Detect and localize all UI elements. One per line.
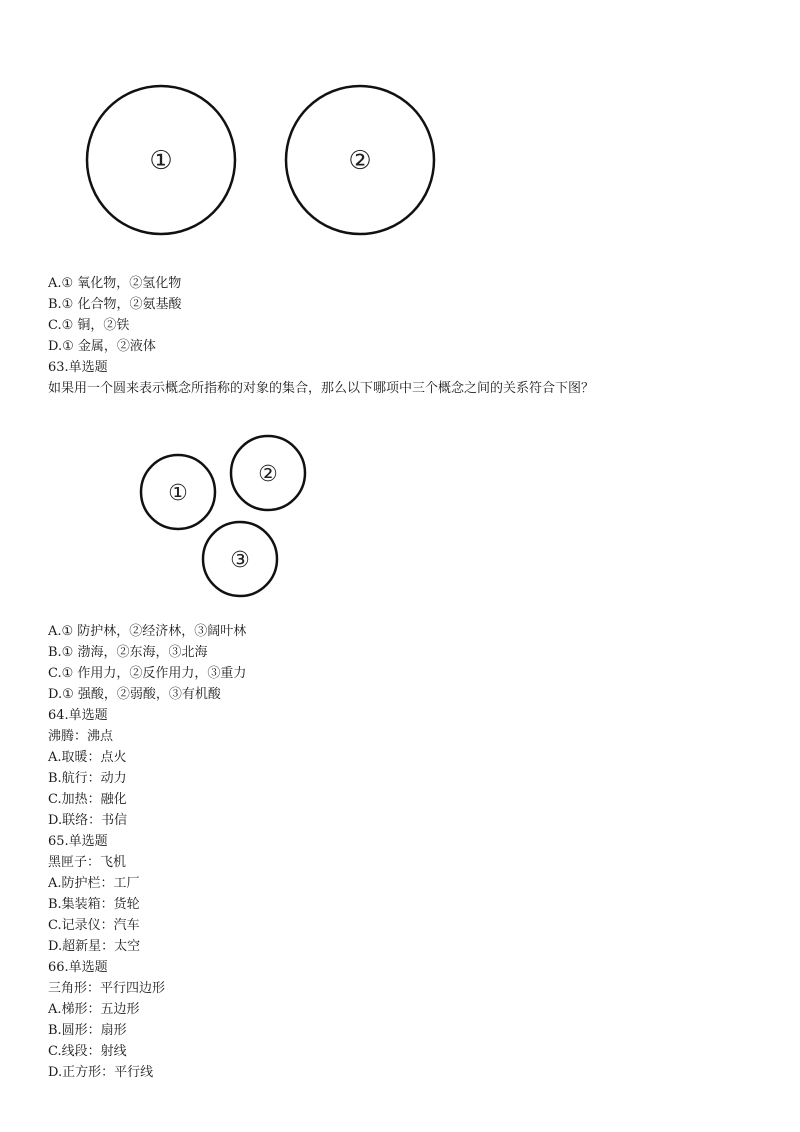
q65-option-c: C.记录仪：汽车 <box>48 918 140 933</box>
q62-option-d: D.① 金属，②液体 <box>48 339 156 354</box>
q64-option-c: C.加热：融化 <box>48 792 127 807</box>
q65-header: 65.单选题 <box>48 834 108 849</box>
q64-option-d: D.联络：书信 <box>48 813 128 828</box>
q66-option-d: D.正方形：平行线 <box>48 1065 154 1080</box>
q64-option-a: A.取暖：点火 <box>48 750 127 765</box>
circle-3-label: ③ <box>230 548 250 573</box>
q64-header: 64.单选题 <box>48 708 108 723</box>
figure-two-circles <box>87 86 434 234</box>
q62-option-a: A.① 氧化物，②氢化物 <box>48 276 182 291</box>
figure-three-circles <box>141 436 305 596</box>
q63-option-b: B.① 渤海，②东海，③北海 <box>48 645 208 660</box>
circle-2-label: ② <box>258 462 278 487</box>
q65-option-b: B.集装箱：货轮 <box>48 897 140 912</box>
q64-stem: 沸腾：沸点 <box>48 729 114 744</box>
q66-header: 66.单选题 <box>48 960 108 975</box>
q63-stem: 如果用一个圆来表示概念所指称的对象的集合，那么以下哪项中三个概念之间的关系符合下图？ <box>48 381 595 396</box>
circle-2-label: ② <box>348 146 372 176</box>
q62-option-c: C.① 铜，②铁 <box>48 318 130 333</box>
circle-1-label: ① <box>149 146 173 176</box>
q65-option-a: A.防护栏：工厂 <box>48 876 140 891</box>
q66-option-a: A.梯形：五边形 <box>48 1002 140 1017</box>
circle-1-label: ① <box>168 481 188 506</box>
q62-option-b: B.① 化合物，②氨基酸 <box>48 297 182 312</box>
q63-header: 63.单选题 <box>48 360 108 375</box>
q65-stem: 黑匣子：飞机 <box>48 855 127 870</box>
q63-option-c: C.① 作用力，②反作用力，③重力 <box>48 666 247 681</box>
q64-option-b: B.航行：动力 <box>48 771 127 786</box>
q66-option-c: C.线段：射线 <box>48 1044 127 1059</box>
q66-stem: 三角形：平行四边形 <box>48 981 166 996</box>
q65-option-d: D.超新星：太空 <box>48 939 141 954</box>
q66-option-b: B.圆形：扇形 <box>48 1023 127 1038</box>
q63-option-a: A.① 防护林，②经济林，③阔叶林 <box>48 624 247 639</box>
q63-option-d: D.① 强酸，②弱酸，③有机酸 <box>48 687 221 702</box>
